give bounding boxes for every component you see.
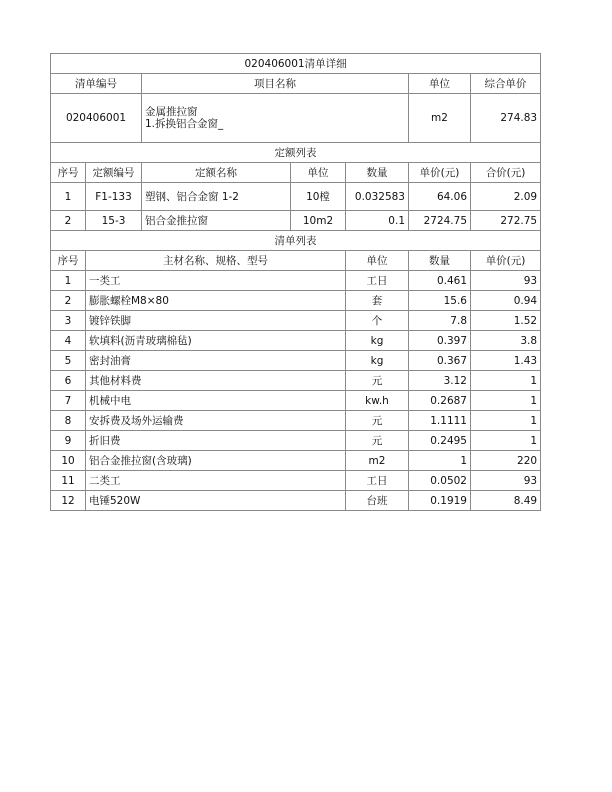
material-price: 93 (471, 271, 541, 291)
material-row (51, 331, 541, 351)
material-price: 1 (471, 371, 541, 391)
material-section-title: 清单列表 (51, 231, 541, 251)
quota-qty: 0.032583 (346, 183, 409, 211)
material-price: 1 (471, 431, 541, 451)
material-header-name: 主材名称、规格、型号 (86, 251, 346, 271)
material-unit: m2 (346, 451, 409, 471)
material-row (51, 311, 541, 331)
material-unit: 个 (346, 311, 409, 331)
material-row (51, 391, 541, 411)
quota-total: 272.75 (471, 211, 541, 231)
material-no: 5 (51, 351, 86, 371)
quota-name: 塑钢、铝合金窗 1-2 (142, 183, 291, 211)
header-code: 清单编号 (51, 74, 142, 94)
material-row (51, 471, 541, 491)
material-no: 12 (51, 491, 86, 511)
item-code: 020406001 (51, 94, 142, 143)
material-row (51, 431, 541, 451)
quota-price: 64.06 (409, 183, 471, 211)
quota-no: 1 (51, 183, 86, 211)
material-name: 电锤520W (86, 491, 346, 511)
material-qty: 0.2687 (409, 391, 471, 411)
quota-price: 2724.75 (409, 211, 471, 231)
material-name: 二类工 (86, 471, 346, 491)
quota-header-name: 定额名称 (142, 163, 291, 183)
header-item-name: 项目名称 (142, 74, 409, 94)
material-header-price: 单价(元) (471, 251, 541, 271)
material-name: 软填料(沥青玻璃棉毡) (86, 331, 346, 351)
quota-unit: 10樘 (291, 183, 346, 211)
material-no: 6 (51, 371, 86, 391)
material-row (51, 491, 541, 511)
material-unit: 台班 (346, 491, 409, 511)
material-rows (51, 271, 541, 511)
quota-section-title: 定额列表 (51, 143, 541, 163)
item-name (142, 94, 409, 143)
quota-row (51, 183, 541, 211)
material-price: 220 (471, 451, 541, 471)
material-header-qty: 数量 (409, 251, 471, 271)
material-price: 3.8 (471, 331, 541, 351)
table-title: 020406001清单详细 (51, 54, 541, 74)
material-qty: 0.2495 (409, 431, 471, 451)
material-qty: 1 (409, 451, 471, 471)
material-qty: 3.12 (409, 371, 471, 391)
quota-no: 2 (51, 211, 86, 231)
material-unit: 工日 (346, 271, 409, 291)
header-unit-price: 综合单价 (471, 74, 541, 94)
material-name: 膨胀螺栓M8×80 (86, 291, 346, 311)
material-name: 铝合金推拉窗(含玻璃) (86, 451, 346, 471)
material-price: 8.49 (471, 491, 541, 511)
material-qty: 0.461 (409, 271, 471, 291)
quota-header-code: 定额编号 (86, 163, 142, 183)
quota-code: F1-133 (86, 183, 142, 211)
material-row (51, 291, 541, 311)
header-unit: 单位 (409, 74, 471, 94)
material-no: 9 (51, 431, 86, 451)
material-name: 其他材料费 (86, 371, 346, 391)
material-name: 一类工 (86, 271, 346, 291)
material-no: 8 (51, 411, 86, 431)
material-qty: 0.397 (409, 331, 471, 351)
material-qty: 7.8 (409, 311, 471, 331)
material-price: 1 (471, 391, 541, 411)
quota-header-price: 单价(元) (409, 163, 471, 183)
material-header-unit: 单位 (346, 251, 409, 271)
quota-header-row (51, 163, 541, 183)
material-unit: 套 (346, 291, 409, 311)
material-no: 2 (51, 291, 86, 311)
material-unit: 元 (346, 431, 409, 451)
item-price: 274.83 (471, 94, 541, 143)
quota-header-qty: 数量 (346, 163, 409, 183)
material-unit: 工日 (346, 471, 409, 491)
quota-header-total: 合价(元) (471, 163, 541, 183)
material-row (51, 411, 541, 431)
material-price: 1.43 (471, 351, 541, 371)
material-row (51, 351, 541, 371)
material-price: 1 (471, 411, 541, 431)
material-header-row (51, 251, 541, 271)
material-qty: 1.1111 (409, 411, 471, 431)
material-no: 7 (51, 391, 86, 411)
quota-unit: 10m2 (291, 211, 346, 231)
item-name-line2: 1.拆换铝合金窗_ (145, 118, 224, 130)
material-price: 93 (471, 471, 541, 491)
material-qty: 0.0502 (409, 471, 471, 491)
material-name: 镀锌铁脚 (86, 311, 346, 331)
material-row (51, 371, 541, 391)
quota-code: 15-3 (86, 211, 142, 231)
material-name: 折旧费 (86, 431, 346, 451)
material-no: 3 (51, 311, 86, 331)
item-unit: m2 (409, 94, 471, 143)
material-unit: kw.h (346, 391, 409, 411)
material-no: 4 (51, 331, 86, 351)
quota-header-unit: 单位 (291, 163, 346, 183)
quota-row (51, 211, 541, 231)
material-no: 11 (51, 471, 86, 491)
quota-qty: 0.1 (346, 211, 409, 231)
bill-detail-table (50, 53, 541, 511)
item-name-line1: 金属推拉窗 (145, 106, 198, 118)
material-name: 安拆费及场外运输费 (86, 411, 346, 431)
material-unit: 元 (346, 411, 409, 431)
material-price: 1.52 (471, 311, 541, 331)
quota-total: 2.09 (471, 183, 541, 211)
material-qty: 15.6 (409, 291, 471, 311)
material-row (51, 451, 541, 471)
material-no: 10 (51, 451, 86, 471)
material-header-no: 序号 (51, 251, 86, 271)
material-name: 机械中电 (86, 391, 346, 411)
material-price: 0.94 (471, 291, 541, 311)
material-unit: kg (346, 351, 409, 371)
quota-header-no: 序号 (51, 163, 86, 183)
material-name: 密封油膏 (86, 351, 346, 371)
material-qty: 0.367 (409, 351, 471, 371)
material-unit: kg (346, 331, 409, 351)
material-qty: 0.1919 (409, 491, 471, 511)
quota-name: 铝合金推拉窗 (142, 211, 291, 231)
material-row (51, 271, 541, 291)
material-no: 1 (51, 271, 86, 291)
material-unit: 元 (346, 371, 409, 391)
